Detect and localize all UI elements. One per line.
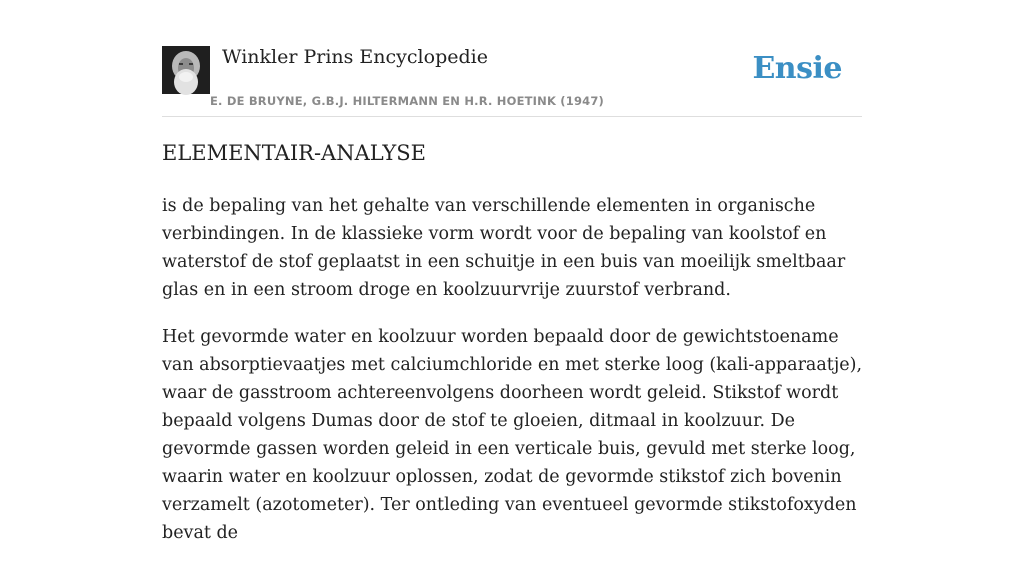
author-portrait-icon <box>162 46 210 94</box>
article-title: ELEMENTAIR-ANALYSE <box>162 141 426 165</box>
author-avatar <box>162 46 210 94</box>
article-paragraph: is de bepaling van het gehalte van verschillende elementen in organische verbindingen. In de klassieke vorm wordt voor de bepaling van koolstof en waterstof de stof geplaatst in een schuitje in een buis van moeilijk smeltbaar glas en in een stroom droge en koolzuurvrije zuurstof verbrand. <box>162 196 846 300</box>
brand-logo[interactable]: Ensie <box>752 51 842 86</box>
article-body <box>162 192 872 566</box>
source-authors: E. DE BRUYNE, G.B.J. HILTERMANN EN H.R. HOETINK (1947) <box>210 94 605 108</box>
source-header <box>162 46 862 117</box>
source-title[interactable]: Winkler Prins Encyclopedie <box>222 46 488 68</box>
article-paragraph: Het gevormde water en koolzuur worden bepaald door de gewichtstoename van absorptievaatjes met calciumchloride en met sterke loog (kali-apparaatje), waar de gasstroom achtereenvolgens doorheen wordt geleid. Stikstof wordt bepaald volgens Dumas door de stof te gloeien, ditmaal in koolzuur. De gevormde gassen worden geleid in een verticale buis, gevuld met sterke loog, waarin water en koolzuur oplossen, zodat de gevormde stikstof zich bovenin verzamelt (azotometer). Ter ontleding van eventueel gevormde stikstofoxyden bevat de <box>162 327 863 543</box>
